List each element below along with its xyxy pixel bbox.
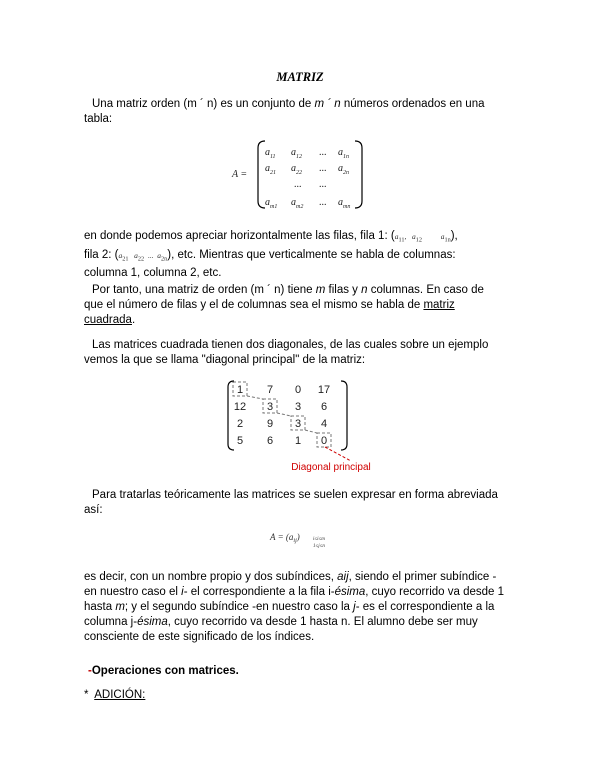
entry-a1n: $a_{1n}$ (338, 147, 349, 160)
right-bracket (341, 381, 347, 450)
dots: ... (294, 179, 302, 190)
matrix-entry: 17 (317, 384, 331, 396)
intro-text-3: tabla: (84, 113, 113, 125)
matrix-entry: 5 (236, 435, 244, 447)
matrix-entry: 3 (294, 418, 302, 430)
entry-am1: $a_{m1}$ (265, 197, 278, 210)
matrix-entry: 7 (266, 384, 274, 396)
entry-amn: $a_{mn}$ (338, 197, 351, 210)
matrix-entry: 0 (320, 435, 328, 447)
row2-inline: $a_{21}$ $a_{22}$ ... $a_{2n}$ (118, 250, 168, 262)
matrix-entry: 3 (266, 401, 274, 413)
intro-text: Una matriz orden (m ´ n) es un conjunto de (92, 98, 315, 110)
section-heading: -Operaciones con matrices. (88, 665, 239, 677)
page-title: MATRIZ (276, 70, 324, 84)
matrix-entry: 12 (233, 401, 247, 413)
matrix-entry: 6 (320, 401, 328, 413)
abbrev-paragraph: Para tratarlas teóricamente las matrices se suelen expresar en forma abreviada así: (84, 489, 498, 516)
intro-mn: m ´ n (314, 98, 341, 110)
label-pointer (325, 447, 351, 461)
matriz-cuadrada-link-2[interactable]: cuadrada (84, 314, 132, 326)
diagonal-line (277, 413, 291, 416)
matrix-entry: 2 (236, 418, 244, 430)
row1-inline: $a_{11}$, $a_{12}$ $a_{1n}$ (394, 232, 451, 244)
rows-paragraph: en donde podemos apreciar horizontalmente las filas, fila 1: ($a_{11}$, $a_{12}$ $a_{1n}$), fila 2: ($a_{21}$ $a_{22}$ ... $a_{2n}$), etc. Mientras que verticalmente se habla de columnas: columna 1, columna 2, etc. (84, 230, 458, 279)
svg-text:A = (aij): $A = (a_{ij})$ (270, 532, 300, 544)
general-matrix-figure (228, 136, 368, 216)
diagonal-paragraph: Las matrices cuadrada tienen dos diagonales, de las cuales sobre un ejemplo vemos la que se llama "diagonal principal" de la matriz: (84, 339, 489, 366)
matrix-entry: 1 (294, 435, 302, 447)
entry-am2: $a_{m2}$ (291, 197, 304, 210)
left-bracket (258, 141, 265, 208)
matrix-entry: 4 (320, 418, 328, 430)
addition-link[interactable]: ADICIÓN: (94, 689, 146, 701)
rows-text: en donde podemos apreciar horizontalmente las filas, fila 1: ( (84, 230, 395, 242)
diagonal-matrix-figure (225, 378, 375, 474)
matrix-entry: 9 (266, 418, 274, 430)
right-bracket (355, 141, 362, 208)
entry-a11: $a_{11}$ (265, 147, 276, 160)
dots: ... (319, 179, 327, 190)
explain-paragraph: es decir, con un nombre propio y dos subíndices, aij, siendo el primer subíndice - en nuestro caso el i- el correspondiente a la fila i-ésima, cuyo recorrido va desde 1 hasta m; y el segundo subíndice -en nuestro caso la j- es el correspondiente a la columna j-ésima, cuyo recorrido va desde 1 hasta n. El alumno debe ser muy consciente de este significado de los índices. (84, 571, 504, 643)
dots: ... (319, 147, 327, 158)
intro-text-2: números ordenados en una (340, 98, 485, 110)
matrix-entries (234, 384, 330, 447)
diagonal-line (247, 396, 263, 399)
diagonal-line (305, 430, 317, 433)
square-paragraph: Por tanto, una matriz de orden (m ´ n) tiene m filas y n columnas. En caso de que el número de filas y el de columnas sea el mismo se habla de matriz cuadrada. (84, 284, 484, 326)
dots: ... (319, 197, 327, 208)
diagonal-label: Diagonal principal (291, 462, 371, 473)
entry-a22: $a_{22}$ (291, 163, 302, 176)
matrix-entry: 0 (294, 384, 302, 396)
svg-text:i≤i≤m: i≤i≤m (313, 537, 325, 542)
entry-a21: $a_{21}$ (265, 163, 276, 176)
matriz-cuadrada-link[interactable]: matriz (423, 299, 455, 311)
matrix-entry: 3 (294, 401, 302, 413)
matrix-entry: 1 (236, 384, 244, 396)
abbrev-formula (268, 527, 338, 555)
matrix-lhs: A = (232, 169, 248, 180)
addition-heading: * ADICIÓN: (84, 689, 146, 701)
dots: ... (319, 163, 327, 174)
entry-a12: $a_{12}$ (291, 147, 302, 160)
entry-a2n: $a_{2n}$ (338, 163, 349, 176)
svg-text:1≤j≤n: 1≤j≤n (313, 544, 325, 549)
intro-paragraph (84, 97, 524, 127)
matrix-entry: 6 (266, 435, 274, 447)
